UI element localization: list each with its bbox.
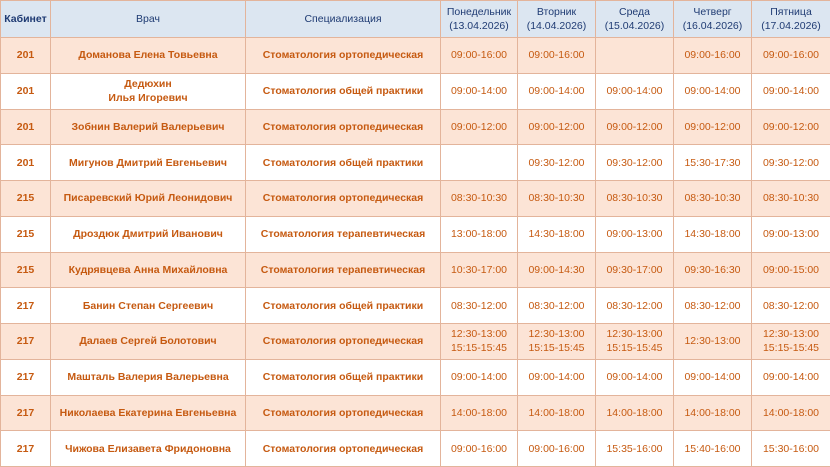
time-cell bbox=[674, 359, 752, 395]
header-day-name: Четверг bbox=[674, 5, 751, 19]
header-day-wednesday bbox=[596, 1, 674, 38]
header-day-date: (16.04.2026) bbox=[674, 19, 751, 33]
time-cell bbox=[674, 73, 752, 109]
cabinet-cell: 215 bbox=[1, 181, 51, 217]
time-cell bbox=[441, 324, 518, 360]
table-row bbox=[1, 181, 830, 217]
time-slot: 14:30-18:00 bbox=[674, 227, 751, 241]
doctor-cell bbox=[51, 109, 246, 145]
time-slot: 15:30-16:00 bbox=[752, 442, 830, 456]
time-slot: 09:30-16:30 bbox=[674, 263, 751, 277]
time-slot: 12:30-13:00 bbox=[518, 327, 595, 341]
specialization-cell: Стоматология ортопедическая bbox=[246, 181, 441, 217]
specialization-cell: Стоматология ортопедическая bbox=[246, 109, 441, 145]
doctor-name-line: Мигунов Дмитрий Евгеньевич bbox=[51, 156, 245, 170]
table-row bbox=[1, 324, 830, 360]
header-day-name: Пятница bbox=[752, 5, 830, 19]
time-slot: 09:00-15:00 bbox=[752, 263, 830, 277]
time-cell bbox=[518, 38, 596, 74]
specialization-cell: Стоматология ортопедическая bbox=[246, 38, 441, 74]
doctor-name-line: Дроздюк Дмитрий Иванович bbox=[51, 227, 245, 241]
time-cell bbox=[674, 216, 752, 252]
time-slot: 15:35-16:00 bbox=[596, 442, 673, 456]
time-slot: 14:30-18:00 bbox=[518, 227, 595, 241]
time-cell bbox=[752, 73, 830, 109]
time-cell bbox=[752, 181, 830, 217]
time-slot: 08:30-12:00 bbox=[518, 299, 595, 313]
time-cell bbox=[596, 38, 674, 74]
cabinet-cell: 215 bbox=[1, 216, 51, 252]
time-cell bbox=[518, 145, 596, 181]
time-slot: 09:00-16:00 bbox=[441, 442, 517, 456]
time-cell bbox=[596, 431, 674, 467]
time-cell bbox=[674, 395, 752, 431]
time-slot: 09:00-16:00 bbox=[674, 48, 751, 62]
header-day-thursday bbox=[674, 1, 752, 38]
time-cell bbox=[596, 359, 674, 395]
time-slot: 08:30-12:00 bbox=[674, 299, 751, 313]
time-cell bbox=[752, 431, 830, 467]
time-cell bbox=[596, 288, 674, 324]
time-cell bbox=[441, 216, 518, 252]
doctor-name-line: Далаев Сергей Болотович bbox=[51, 334, 245, 348]
doctor-cell bbox=[51, 431, 246, 467]
table-row bbox=[1, 431, 830, 467]
time-cell bbox=[518, 252, 596, 288]
time-slot: 09:00-12:00 bbox=[441, 120, 517, 134]
table-row bbox=[1, 395, 830, 431]
time-slot: 15:15-15:45 bbox=[441, 341, 517, 355]
time-slot: 09:30-17:00 bbox=[596, 263, 673, 277]
header-day-date: (17.04.2026) bbox=[752, 19, 830, 33]
time-cell bbox=[518, 288, 596, 324]
time-cell bbox=[752, 109, 830, 145]
time-cell bbox=[596, 216, 674, 252]
time-slot: 08:30-12:00 bbox=[752, 299, 830, 313]
time-slot: 08:30-10:30 bbox=[674, 191, 751, 205]
cabinet-cell: 217 bbox=[1, 395, 51, 431]
doctor-name-line: Кудрявцева Анна Михайловна bbox=[51, 263, 245, 277]
time-slot: 12:30-13:00 bbox=[441, 327, 517, 341]
time-slot: 12:30-13:00 bbox=[752, 327, 830, 341]
header-day-name: Понедельник bbox=[441, 5, 517, 19]
time-cell bbox=[596, 145, 674, 181]
time-cell bbox=[674, 38, 752, 74]
time-slot: 09:00-14:00 bbox=[441, 84, 517, 98]
time-cell bbox=[674, 288, 752, 324]
cabinet-cell: 217 bbox=[1, 359, 51, 395]
header-row bbox=[1, 1, 830, 38]
doctor-name-line: Чижова Елизавета Фридоновна bbox=[51, 442, 245, 456]
time-cell bbox=[674, 431, 752, 467]
time-cell bbox=[441, 181, 518, 217]
time-cell bbox=[752, 395, 830, 431]
time-slot: 09:00-14:00 bbox=[752, 84, 830, 98]
cabinet-cell: 217 bbox=[1, 324, 51, 360]
cabinet-cell: 201 bbox=[1, 145, 51, 181]
time-slot: 09:00-12:00 bbox=[518, 120, 595, 134]
time-slot: 09:00-14:30 bbox=[518, 263, 595, 277]
time-slot: 09:00-16:00 bbox=[518, 442, 595, 456]
time-slot: 08:30-12:00 bbox=[441, 299, 517, 313]
time-slot: 09:30-12:00 bbox=[596, 156, 673, 170]
doctor-name-line: Банин Степан Сергеевич bbox=[51, 299, 245, 313]
time-slot: 15:15-15:45 bbox=[518, 341, 595, 355]
table-row bbox=[1, 359, 830, 395]
doctor-cell bbox=[51, 324, 246, 360]
doctor-name-line: Дедюхин bbox=[51, 77, 245, 91]
doctor-name-line: Илья Игоревич bbox=[51, 91, 245, 105]
time-slot: 09:00-14:00 bbox=[596, 370, 673, 384]
time-slot: 09:00-14:00 bbox=[518, 370, 595, 384]
time-slot: 09:00-16:00 bbox=[518, 48, 595, 62]
specialization-cell: Стоматология ортопедическая bbox=[246, 395, 441, 431]
time-slot: 14:00-18:00 bbox=[752, 406, 830, 420]
specialization-cell: Стоматология терапевтическая bbox=[246, 216, 441, 252]
time-cell bbox=[752, 359, 830, 395]
table-row bbox=[1, 288, 830, 324]
doctor-cell bbox=[51, 252, 246, 288]
specialization-cell: Стоматология общей практики bbox=[246, 288, 441, 324]
cabinet-cell: 215 bbox=[1, 252, 51, 288]
table-row bbox=[1, 73, 830, 109]
header-day-tuesday bbox=[518, 1, 596, 38]
time-slot: 09:00-13:00 bbox=[752, 227, 830, 241]
time-cell bbox=[518, 359, 596, 395]
time-slot: 08:30-10:30 bbox=[752, 191, 830, 205]
doctor-name-line: Зобнин Валерий Валерьевич bbox=[51, 120, 245, 134]
time-slot: 09:00-14:00 bbox=[752, 370, 830, 384]
time-slot: 09:00-12:00 bbox=[596, 120, 673, 134]
time-cell bbox=[596, 324, 674, 360]
time-cell bbox=[752, 145, 830, 181]
doctor-name-line: Доманова Елена Товьевна bbox=[51, 48, 245, 62]
time-cell bbox=[674, 181, 752, 217]
time-cell bbox=[441, 73, 518, 109]
time-slot: 09:00-16:00 bbox=[441, 48, 517, 62]
table-row bbox=[1, 38, 830, 74]
table-row bbox=[1, 252, 830, 288]
time-slot: 10:30-17:00 bbox=[441, 263, 517, 277]
doctor-cell bbox=[51, 73, 246, 109]
time-slot: 08:30-12:00 bbox=[596, 299, 673, 313]
time-slot: 09:00-12:00 bbox=[674, 120, 751, 134]
specialization-cell: Стоматология ортопедическая bbox=[246, 324, 441, 360]
time-slot: 14:00-18:00 bbox=[674, 406, 751, 420]
header-cabinet: Кабинет bbox=[1, 1, 51, 38]
time-slot: 14:00-18:00 bbox=[596, 406, 673, 420]
doctor-name-line: Машталь Валерия Валерьевна bbox=[51, 370, 245, 384]
time-cell bbox=[752, 324, 830, 360]
doctor-cell bbox=[51, 145, 246, 181]
doctor-cell bbox=[51, 181, 246, 217]
time-cell bbox=[518, 73, 596, 109]
time-slot: 15:30-17:30 bbox=[674, 156, 751, 170]
doctor-name-line: Николаева Екатерина Евгеньевна bbox=[51, 406, 245, 420]
cabinet-cell: 201 bbox=[1, 73, 51, 109]
time-slot: 09:00-14:00 bbox=[674, 84, 751, 98]
table-row bbox=[1, 145, 830, 181]
header-day-name: Среда bbox=[596, 5, 673, 19]
time-slot: 14:00-18:00 bbox=[518, 406, 595, 420]
specialization-cell: Стоматология общей практики bbox=[246, 359, 441, 395]
time-cell bbox=[752, 252, 830, 288]
cabinet-cell: 217 bbox=[1, 431, 51, 467]
time-slot: 08:30-10:30 bbox=[441, 191, 517, 205]
time-slot: 09:00-13:00 bbox=[596, 227, 673, 241]
time-cell bbox=[596, 181, 674, 217]
doctor-cell bbox=[51, 395, 246, 431]
time-slot: 08:30-10:30 bbox=[518, 191, 595, 205]
time-cell bbox=[518, 431, 596, 467]
specialization-cell: Стоматология ортопедическая bbox=[246, 431, 441, 467]
time-cell bbox=[752, 38, 830, 74]
time-slot: 09:00-14:00 bbox=[674, 370, 751, 384]
time-slot: 09:30-12:00 bbox=[752, 156, 830, 170]
time-slot: 15:40-16:00 bbox=[674, 442, 751, 456]
time-slot: 09:30-12:00 bbox=[518, 156, 595, 170]
time-cell bbox=[518, 109, 596, 145]
time-cell bbox=[441, 395, 518, 431]
cabinet-cell: 217 bbox=[1, 288, 51, 324]
table-row bbox=[1, 216, 830, 252]
header-day-monday bbox=[441, 1, 518, 38]
time-cell bbox=[596, 73, 674, 109]
header-day-friday bbox=[752, 1, 830, 38]
time-slot: 15:15-15:45 bbox=[752, 341, 830, 355]
time-slot: 15:15-15:45 bbox=[596, 341, 673, 355]
time-cell bbox=[596, 252, 674, 288]
specialization-cell: Стоматология общей практики bbox=[246, 145, 441, 181]
doctor-cell bbox=[51, 38, 246, 74]
doctor-cell bbox=[51, 288, 246, 324]
time-cell bbox=[674, 324, 752, 360]
time-slot: 09:00-14:00 bbox=[441, 370, 517, 384]
table-row bbox=[1, 109, 830, 145]
time-cell bbox=[674, 145, 752, 181]
time-slot: 13:00-18:00 bbox=[441, 227, 517, 241]
specialization-cell: Стоматология терапевтическая bbox=[246, 252, 441, 288]
time-cell bbox=[441, 145, 518, 181]
time-cell bbox=[441, 359, 518, 395]
time-cell bbox=[596, 109, 674, 145]
time-slot: 09:00-14:00 bbox=[596, 84, 673, 98]
time-cell bbox=[596, 395, 674, 431]
doctor-cell bbox=[51, 359, 246, 395]
schedule-body bbox=[1, 38, 830, 467]
time-cell bbox=[518, 395, 596, 431]
time-cell bbox=[441, 109, 518, 145]
time-cell bbox=[752, 288, 830, 324]
header-day-date: (14.04.2026) bbox=[518, 19, 595, 33]
time-cell bbox=[441, 288, 518, 324]
time-cell bbox=[518, 324, 596, 360]
header-day-date: (13.04.2026) bbox=[441, 19, 517, 33]
time-slot: 12:30-13:00 bbox=[596, 327, 673, 341]
time-cell bbox=[518, 181, 596, 217]
time-slot: 09:00-12:00 bbox=[752, 120, 830, 134]
header-doctor: Врач bbox=[51, 1, 246, 38]
time-cell bbox=[752, 216, 830, 252]
doctor-cell bbox=[51, 216, 246, 252]
header-specialization: Специализация bbox=[246, 1, 441, 38]
header-day-date: (15.04.2026) bbox=[596, 19, 673, 33]
time-slot: 08:30-10:30 bbox=[596, 191, 673, 205]
specialization-cell: Стоматология общей практики bbox=[246, 73, 441, 109]
cabinet-cell: 201 bbox=[1, 38, 51, 74]
time-slot: 12:30-13:00 bbox=[674, 334, 751, 348]
time-slot: 09:00-14:00 bbox=[518, 84, 595, 98]
time-slot: 09:00-16:00 bbox=[752, 48, 830, 62]
doctor-name-line: Писаревский Юрий Леонидович bbox=[51, 191, 245, 205]
time-cell bbox=[441, 252, 518, 288]
cabinet-cell: 201 bbox=[1, 109, 51, 145]
time-cell bbox=[674, 252, 752, 288]
time-cell bbox=[674, 109, 752, 145]
time-cell bbox=[518, 216, 596, 252]
time-cell bbox=[441, 431, 518, 467]
header-day-name: Вторник bbox=[518, 5, 595, 19]
time-slot: 14:00-18:00 bbox=[441, 406, 517, 420]
time-cell bbox=[441, 38, 518, 74]
